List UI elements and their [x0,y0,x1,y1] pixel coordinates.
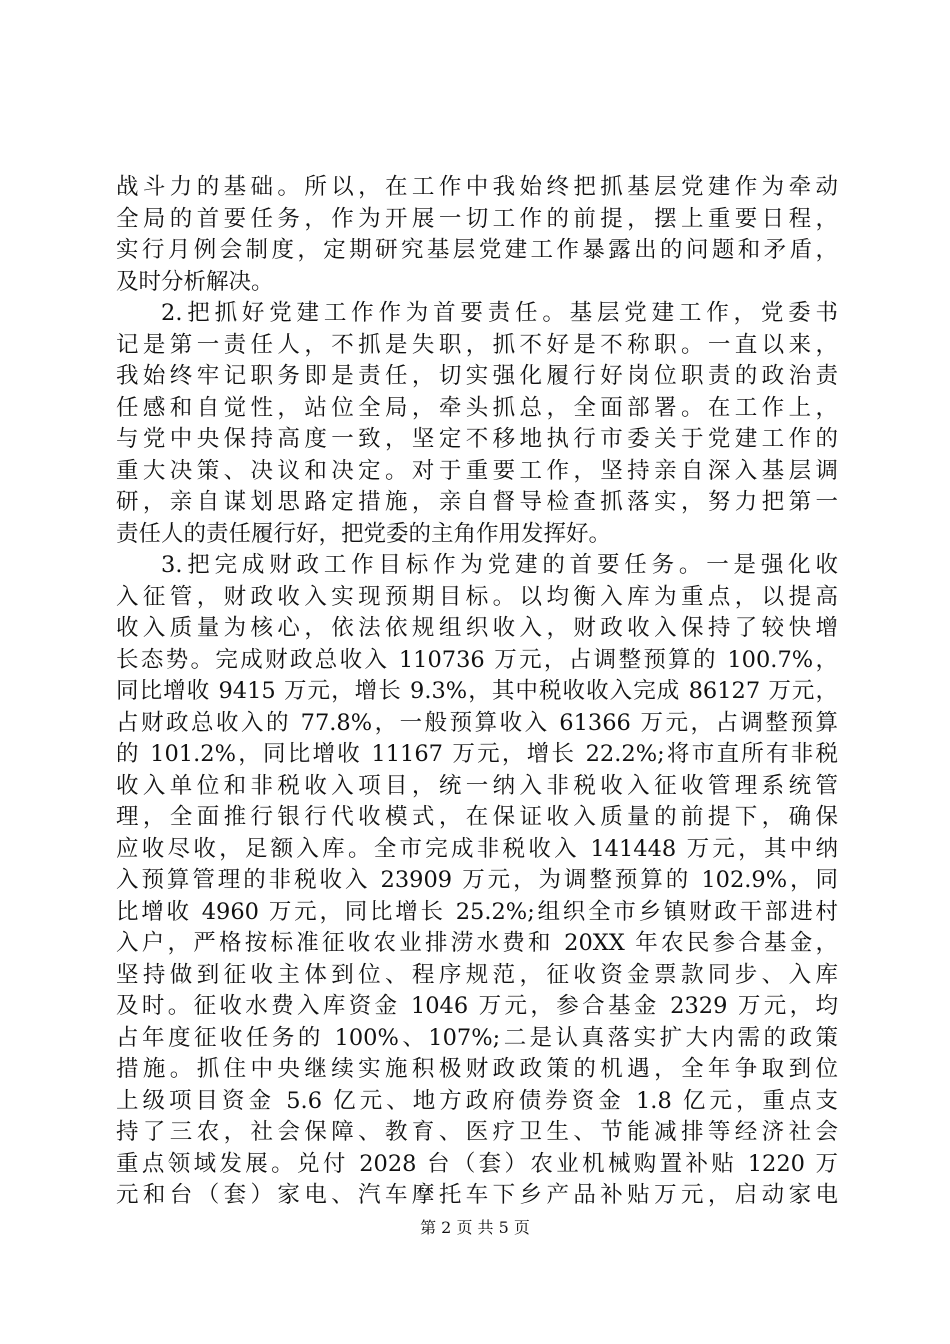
text-line: 收入质量为核心，依法依规组织收入，财政收入保持了较快增 [116,615,838,641]
paragraph-3 [116,550,838,1212]
text-line: 占财政总收入的 77.8%，一般预算收入 61366 万元，占调整预算 [116,709,838,736]
text-line: 研，亲自谋划思路定措施，亲自督导检查抓落实，努力把第一 [116,489,838,515]
text-line: 入预算管理的非税收入 23909 万元，为调整预算的 102.9%，同 [116,867,838,893]
text-line: 全局的首要任务，作为开展一切工作的前提，摆上重要日程， [116,205,838,232]
page-number-footer: 第 2 页 共 5 页 [420,1218,530,1237]
text-line: 占年度征收任务的 100%、107%;二是认真落实扩大内需的政策 [116,1024,838,1051]
text-line: 我始终牢记职务即是责任，切实强化履行好岗位职责的政治责 [116,363,838,389]
text-line: 理，全面推行银行代收模式，在保证收入质量的前提下，确保 [116,804,838,830]
text-line: 记是第一责任人，不抓是失职，抓不好是不称职。一直以来， [116,331,838,358]
text-line: 入征管，财政收入实现预期目标。以均衡入库为重点，以提高 [116,583,838,610]
text-line: 及时。征收水费入库资金 1046 万元，参合基金 2329 万元，均 [116,993,838,1019]
text-line: 及时分析解决。 [116,268,274,295]
text-line: 收入单位和非税收入项目，统一纳入非税收入征收管理系统管 [116,772,838,799]
paragraph-1 [116,172,838,298]
text-line: 3.把完成财政工作目标作为党建的首要任务。一是强化收 [161,552,838,578]
text-line: 应收尽收，足额入库。全市完成非税收入 141448 万元，其中纳 [116,835,838,862]
text-line: 坚持做到征收主体到位、程序规范，征收资金票款同步、入库 [116,961,838,988]
text-line: 重大决策、决议和决定。对于重要工作，坚持亲自深入基层调 [116,457,838,484]
text-line: 与党中央保持高度一致，坚定不移地执行市委关于党建工作的 [116,426,838,452]
text-line: 战斗力的基础。所以，在工作中我始终把抓基层党建作为牵动 [116,174,838,200]
paragraph-2 [116,298,838,550]
text-line: 上级项目资金 5.6 亿元、地方政府债券资金 1.8 亿元，重点支 [116,1087,838,1114]
text-line: 元和台（套）家电、汽车摩托车下乡产品补贴万元，启动家电 [116,1182,838,1208]
text-line: 同比增收 9415 万元，增长 9.3%，其中税收收入完成 86127 万元， [116,678,838,704]
document-body [116,172,838,1212]
text-line: 重点领域发展。兑付 2028 台（套）农业机械购置补贴 1220 万 [116,1150,838,1177]
text-line: 比增收 4960 万元，同比增长 25.2%;组织全市乡镇财政干部进村 [116,898,838,925]
text-line: 2.把抓好党建工作作为首要责任。基层党建工作，党委书 [161,300,838,326]
text-line: 持了三农，社会保障、教育、医疗卫生、节能减排等经济社会 [116,1119,838,1145]
text-line: 的 101.2%，同比增收 11167 万元，增长 22.2%;将市直所有非税 [116,741,838,767]
text-line: 任感和自觉性，站位全局，牵头抓总，全面部署。在工作上， [116,394,838,421]
text-line: 长态势。完成财政总收入 110736 万元，占调整预算的 100.7%， [116,646,838,673]
text-line: 入户，严格按标准征收农业排涝水费和 20XX 年农民参合基金， [116,930,838,956]
text-line: 措施。抓住中央继续实施积极财政政策的机遇，全年争取到位 [116,1056,838,1082]
text-line: 实行月例会制度，定期研究基层党建工作暴露出的问题和矛盾， [116,237,838,263]
text-line: 责任人的责任履行好，把党委的主角作用发挥好。 [116,520,612,547]
